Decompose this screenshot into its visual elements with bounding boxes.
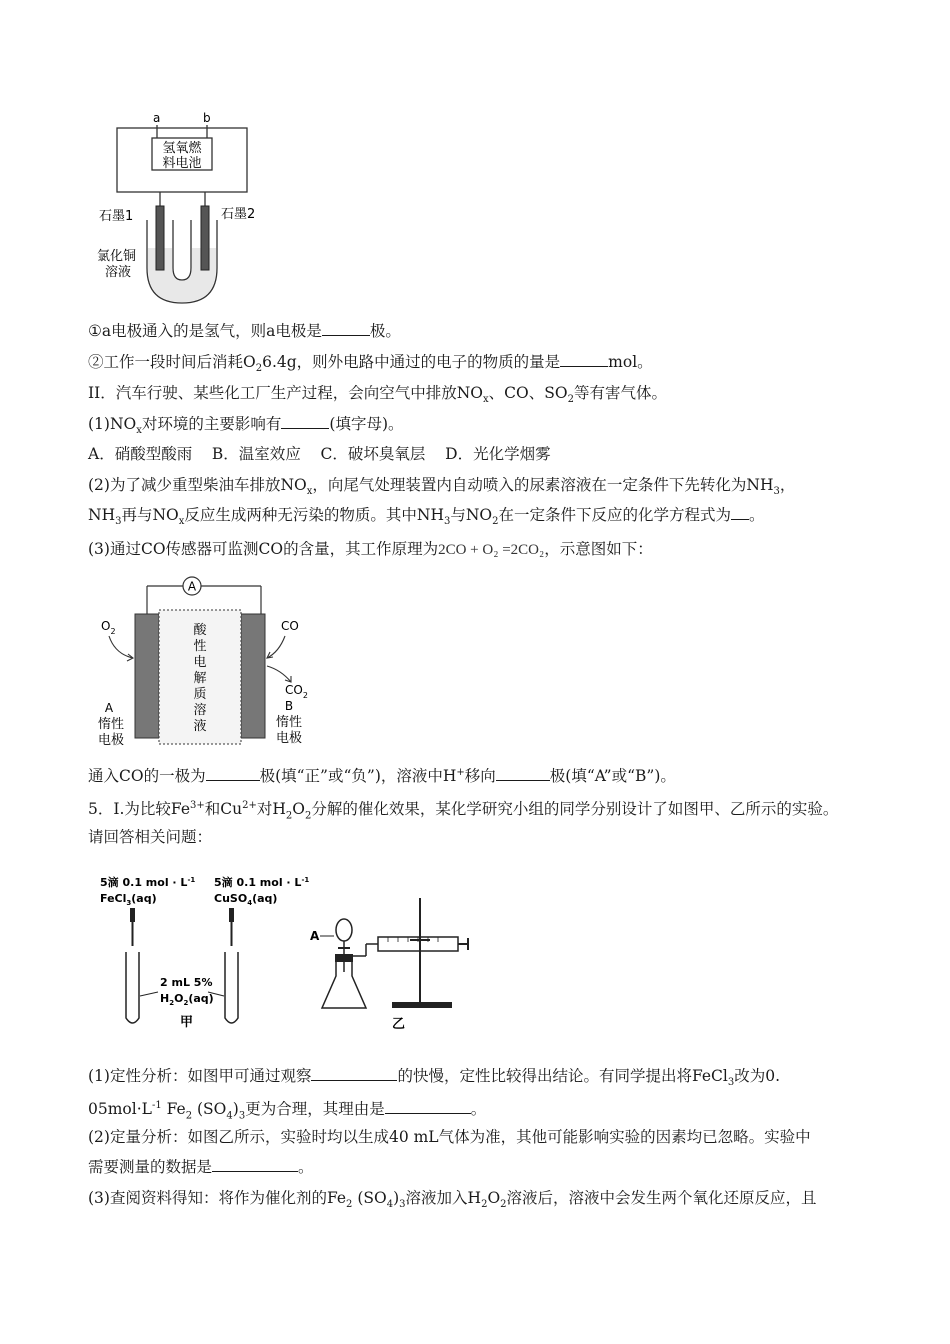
svg-text:电: 电 — [193, 655, 207, 670]
part-ii-q3: (3)通过CO传感器可监测CO的含量，其工作原理为2CO + O₂ =2CO₂，示意图如下： — [88, 540, 653, 558]
answer-blank[interactable] — [212, 1156, 298, 1172]
co2-arrow — [267, 666, 291, 682]
svg-text:解: 解 — [193, 671, 207, 686]
svg-text:电极: 电极 — [97, 733, 125, 748]
svg-text:电极: 电极 — [275, 731, 303, 746]
drop1-label: 5滴 0.1 mol · $L^{-1}$ — [100, 876, 196, 889]
cell-label-1: 氢氧燃 — [162, 141, 202, 156]
electrolyte-label — [193, 623, 207, 734]
co-arrow — [267, 636, 285, 658]
svg-text:酸: 酸 — [193, 623, 207, 638]
label-b: b — [203, 111, 211, 125]
answer-blank[interactable] — [385, 1098, 471, 1114]
svg-text:质: 质 — [193, 687, 207, 702]
svg-text:A: A — [187, 579, 197, 594]
option-c: C．破坏臭氧层 — [320, 445, 426, 463]
answer-blank[interactable] — [496, 765, 550, 781]
label-funnel-a: A — [310, 929, 320, 943]
drop1-reagent: FeCl$_3$(aq) — [100, 892, 157, 907]
svg-text:惰性: 惰性 — [275, 715, 303, 730]
part-ii-intro: II．汽车行驶、某些化工厂生产过程，会向空气中排放$NO_x$、CO、$SO_2$等有害气体。 — [88, 384, 667, 406]
answer-blank[interactable] — [281, 413, 329, 429]
reaction-equation: 2CO + O₂ =2CO₂ — [438, 542, 545, 558]
answer-1-line1: (1)定性分析：如图甲可通过观察 的快慢，定性比较得出结论。有同学提出将FeCl$_3$改为0. — [88, 1067, 781, 1089]
electrode-1-label: 石墨1 — [99, 209, 134, 224]
question-1: ①a电极通入的是氢气，则a电极是 极。 — [88, 322, 401, 340]
answer-1-line2: $05mol\cdot L^{-1}$ $Fe_2$ $(SO_4)_3$更为合理，其理由是 。 — [88, 1100, 487, 1122]
co-sensor-diagram — [95, 572, 325, 754]
part-ii-q1: $(1)NO_x$对环境的主要影响有 (填字母)。 — [88, 415, 404, 437]
answer-blank[interactable] — [322, 320, 370, 336]
question-2: ②工作一段时间后消耗$O_26.4g$，则外电路中通过的电子的物质的量是 mol。 — [88, 353, 653, 375]
option-d: D．光化学烟雾 — [445, 445, 551, 463]
experiment-diagram — [96, 868, 476, 1036]
o2-label: $O_2$ — [101, 619, 116, 636]
fuel-cell-diagram — [95, 108, 285, 308]
drop2-reagent: CuSO$_4$(aq) — [214, 892, 278, 907]
answer-blank[interactable] — [560, 351, 608, 367]
solution-label-1: 氯化铜 — [97, 249, 137, 264]
options-row — [88, 443, 890, 465]
label-yi: 乙 — [392, 1017, 406, 1032]
electrode-b — [241, 614, 265, 738]
solution-volume: 2 mL 5% — [160, 976, 213, 989]
drop2-label: 5滴 0.1 mol · $L^{-1}$ — [214, 876, 310, 889]
part-ii-q2-line2: $NH_3$再与$NO_x$反应生成两种无污染的物质。其中$NH_3$与$NO_2$在一定条件下反应的化学方程式为 。 — [88, 506, 765, 528]
question-5-intro: 5．I.为比较$Fe^{3+}$和$Cu^{2+}$对$H_2O_2$分解的催化效果，某化学研究小组的同学分别设计了如图甲、乙所示的实验。 — [88, 800, 839, 822]
co2-label: $CO_2$ — [285, 683, 308, 700]
svg-text:A: A — [104, 701, 114, 715]
part-ii-q3-answer: 通入CO的一极为 极(填“正”或“负”)，溶液中H+移向 极(填“A”或“B”)。 — [88, 767, 676, 786]
right-electrode-label — [276, 699, 302, 746]
test-tube-1 — [126, 952, 139, 1023]
svg-text:液: 液 — [193, 719, 207, 734]
answer-3-line1: (3)查阅资料得知：将作为催化剂的$Fe_2$ $(SO_4)_3$溶液加入$H_2O_2$溶液后，溶液中会发生两个氧化还原反应，且 — [88, 1189, 817, 1211]
label-jia: 甲 — [180, 1015, 194, 1030]
svg-text:溶: 溶 — [193, 703, 207, 718]
svg-text:性: 性 — [193, 639, 207, 654]
svg-text:惰性: 惰性 — [97, 717, 125, 732]
solution-formula: $H_2O_2(aq)$ — [160, 992, 214, 1007]
answer-blank[interactable] — [731, 504, 749, 520]
option-b: B．温室效应 — [211, 445, 301, 463]
svg-text:B: B — [284, 699, 294, 713]
part-ii-q2-line1: (2)为了减少重型柴油车排放$NO_x$，向尾气处理装置内自动喷入的尿素溶液在一定条件下先转化为$NH_3$， — [88, 476, 796, 498]
question-5-line2: 请回答相关问题： — [88, 828, 213, 846]
answer-2-line1: (2)定量分析：如图乙所示，实验时均以生成40 mL气体为准，其他可能影响实验的因素均已忽略。实验中 — [88, 1128, 811, 1146]
electrode-2-label: 石墨2 — [221, 207, 256, 222]
cell-label-2: 料电池 — [162, 156, 202, 171]
co-in-label: CO — [281, 619, 299, 633]
electrode-a — [135, 614, 159, 738]
solution-label-2: 溶液 — [105, 265, 132, 280]
answer-2-line2: 需要测量的数据是 。 — [88, 1158, 314, 1176]
left-electrode-label — [98, 701, 124, 748]
answer-blank[interactable] — [206, 765, 260, 781]
separatory-funnel — [336, 919, 352, 941]
option-a: A．硝酸型酸雨 — [88, 445, 193, 463]
test-tube-2 — [225, 952, 238, 1023]
answer-blank[interactable] — [311, 1065, 397, 1081]
label-a: a — [153, 111, 161, 125]
